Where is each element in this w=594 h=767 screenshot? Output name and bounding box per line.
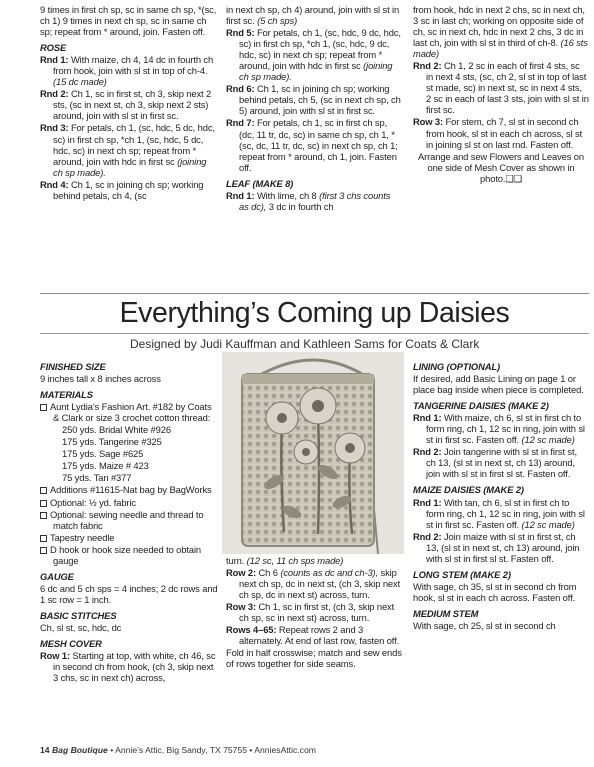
checkbox-icon xyxy=(40,487,47,494)
checkbox-icon xyxy=(40,547,47,554)
row-label: Rnd 2: xyxy=(413,530,442,542)
instruction-row xyxy=(40,650,218,683)
row-text: 9 times in first ch sp, sc in same ch sp, *(sc, ch 1) 9 times in next ch sp, sc in same ch sp; repeat from * around, join. Fasten off. xyxy=(40,4,217,38)
row-note: (12 sc made) xyxy=(521,518,575,530)
section-heading: MAIZE DAISIES (MAKE 2) xyxy=(413,484,524,496)
row-text: With sage, ch 35, sl st in second ch from hook, sl st in each ch across. Fasten off. xyxy=(413,580,577,603)
instruction-row xyxy=(226,624,402,646)
top-column-1 xyxy=(40,4,218,202)
instruction-text xyxy=(413,373,589,395)
checkbox-icon xyxy=(40,500,47,507)
row-text: Repeat rows 2 and 3 alternately. At end of last row, fasten off. xyxy=(239,624,400,647)
section-heading: TANGERINE DAISIES (MAKE 2) xyxy=(413,400,549,412)
row-text: Starting at top, with white, ch 46, sc in second ch from hook, (ch 3, skip next 3 chs, sc in next ch) across, xyxy=(53,650,216,684)
instruction-text xyxy=(40,373,218,384)
row-text: in next ch sp, ch 4) around, join with sl st in first sc. xyxy=(226,4,400,27)
section-heading: ROSE xyxy=(40,42,67,54)
material-item xyxy=(40,544,218,566)
material-text: Optional: sewing needle and thread to match fabric xyxy=(50,508,204,531)
instruction-text xyxy=(413,620,589,631)
row-text: For stem, ch 7, sl st in second ch from hook, sl st in each ch across, sl st in joining sl st on last rnd. Fasten off. xyxy=(426,116,583,150)
material-item xyxy=(40,509,218,531)
section-heading: MEDIUM STEM xyxy=(413,607,479,619)
section-heading: LONG STEM (MAKE 2) xyxy=(413,568,511,580)
row-label: Row 1: xyxy=(40,650,71,662)
instruction-row xyxy=(413,60,589,115)
row-text: For petals, ch 1, (sc, hdc, 5 dc, hdc, sc) in first ch sp, *ch 1, (sc, hdc, 5 dc, hdc, sc) in next ch sp; repeat from * around, join with hdc in first sc xyxy=(53,122,215,167)
row-text: from hook, hdc in next 2 chs, sc in next ch, 3 sc in last ch; working on opposite side of ch, sc in next ch, hdc in next 2 chs, 3 dc in last ch, join with sl st in third of ch-8. xyxy=(413,4,585,49)
instruction-row xyxy=(413,116,589,149)
material-item xyxy=(40,484,218,495)
pattern-title: Everything’s Coming up Daisies xyxy=(119,297,510,329)
instruction-row xyxy=(226,27,402,82)
row-note: (12 sc, 11 ch sps made) xyxy=(246,555,344,566)
row-note: (counts as dc and ch-3), xyxy=(280,567,379,579)
material-subitem: 175 yds. Sage #625 xyxy=(62,448,144,460)
row-text: For petals, ch 1, sc in first ch sp, (dc, 11 tr, dc, sc) in same ch sp, ch 1, *(sc, dc, 11 tr, dc, sc) in next ch sp, ch 1; repeat from * around, ch 1, join. Fasten off. xyxy=(239,117,398,173)
publisher-line: • Annie’s Attic, Big Sandy, TX 75755 • AnniesAttic.com xyxy=(110,745,316,755)
instruction-row xyxy=(413,531,589,564)
instruction-text xyxy=(40,4,218,37)
row-text: Ch 1, 2 sc in each of first 4 sts, sc in next 4 sts, (sc, ch 2, sl st in top of last st made, sc) in next st, sc in next 4 sts, 2 sc in each of last 3 sts, join with sl st in first sc. xyxy=(426,60,589,116)
row-note: (12 sc made) xyxy=(521,434,575,446)
row-text: Ch 1, sc in first st, ch 3, skip next 2 sts, (sc in next st, ch 3, skip next 2 sts) around, join with sl st in first sc. xyxy=(53,88,212,122)
page-number: 14 xyxy=(40,745,50,755)
instruction-text xyxy=(413,581,589,603)
row-text: If desired, add Basic Lining on page 1 or place bag inside when piece is completed. xyxy=(413,373,584,396)
byline-prefix: Designed by xyxy=(130,337,197,351)
row-note: (first 3 chs counts as dc), xyxy=(239,189,391,212)
section-heading: LEAF (MAKE 8) xyxy=(226,177,294,189)
instruction-text xyxy=(413,4,589,59)
section-heading: MESH COVER xyxy=(40,638,102,650)
row-label: Rnd 5: xyxy=(226,27,255,39)
row-label: Rnd 1: xyxy=(40,54,69,66)
row-text: Ch 1, sc in joining ch sp; working behind petals, ch 5, (sc in next ch sp, ch 5) around, join with sl st in first sc. xyxy=(239,83,401,117)
instruction-text xyxy=(40,622,218,633)
row-label: Rnd 7: xyxy=(226,117,255,129)
row-text: With maize, ch 4, 14 dc in fourth ch from hook, join with sl st in top of ch-4. xyxy=(53,54,214,77)
checkbox-icon xyxy=(40,404,47,411)
row-note: (16 sts made) xyxy=(413,37,588,60)
title-underline xyxy=(40,333,589,334)
row-text: Join maize with sl st in first st, ch 13, (sl st in next st, ch 13) around, join with sl st in first sl st. Fasten off. xyxy=(426,530,580,564)
material-subitem: 75 yds. Tan #377 xyxy=(62,472,132,484)
instruction-row xyxy=(40,122,218,177)
instruction-text xyxy=(226,4,402,26)
right-column xyxy=(413,356,589,632)
row-note: (5 ch sps) xyxy=(257,15,298,27)
instruction-row xyxy=(40,54,218,87)
row-label: Rnd 2: xyxy=(40,88,69,100)
top-column-2 xyxy=(226,4,402,213)
material-text: D hook or hook size needed to obtain gauge xyxy=(50,543,201,566)
row-text: Ch 6 xyxy=(258,567,278,579)
designer-byline xyxy=(130,337,570,351)
instruction-row xyxy=(226,83,402,116)
row-label: Rnd 1: xyxy=(413,412,442,424)
top-column-3 xyxy=(413,4,589,185)
row-text: Ch 1, sc in joining ch sp; working behind petals, ch 4, (sc xyxy=(53,178,204,201)
row-note: (15 dc made) xyxy=(53,76,107,88)
material-item xyxy=(40,401,218,423)
row-label: Rnd 1: xyxy=(413,496,442,508)
row-text-tail: skip next ch sp, dc in next st, (ch 3, skip next ch sp, dc in next st) across, turn. xyxy=(239,567,401,601)
row-label: Row 2: xyxy=(226,567,257,579)
row-text: For petals, ch 1, (sc, hdc, 9 dc, hdc, sc) in first ch sp, *ch 1, (sc, hdc, 9 dc, hdc, sc) in next ch sp; repeat from * around, join with hdc in first sc xyxy=(239,27,401,72)
byline-names: Judi Kauffman and Kathleen Sams for Coats & Clark xyxy=(200,337,480,351)
row-label: Rnd 2: xyxy=(413,60,442,72)
row-text: 6 dc and 5 ch sps = 4 inches; 2 dc rows and 1 sc row = 1 inch. xyxy=(40,582,218,605)
checkbox-icon xyxy=(40,535,47,542)
instruction-row xyxy=(413,412,589,445)
closing-note: Arrange and sew Flowers and Leaves on one side of Mesh Cover as shown in photo.❑❑ xyxy=(418,150,584,184)
row-label: Row 3: xyxy=(226,601,257,613)
instruction-row xyxy=(413,497,589,530)
row-label: Rnd 3: xyxy=(40,122,69,134)
book-title: Bag Boutique xyxy=(51,745,108,755)
instruction-row xyxy=(40,88,218,121)
row-label: Rows 4–65: xyxy=(226,624,277,636)
row-text: Join tangerine with sl st in first st, ch 13, (sl st in next st, ch 13) around, join with sl st in first sl st. Fasten off. xyxy=(426,446,577,480)
page-footer xyxy=(40,745,589,755)
section-heading: MATERIALS xyxy=(40,389,93,401)
crochet-bag-photo xyxy=(222,352,404,554)
row-text: Ch 1, sc in first st, (ch 3, skip next ch sp, sc in next st) across, turn. xyxy=(239,601,395,624)
row-text: Ch, sl st, sc, hdc, dc xyxy=(40,621,122,633)
row-text: With lime, ch 8 xyxy=(256,189,317,201)
instruction-row xyxy=(413,446,589,479)
material-text: Tapestry needle xyxy=(50,531,115,543)
section-divider xyxy=(40,293,589,294)
row-label: Rnd 4: xyxy=(40,178,69,190)
material-text: Additions #11615-Nat bag by BagWorks xyxy=(50,484,212,496)
instruction-row xyxy=(226,190,402,212)
material-text: Optional: ½ yd. fabric xyxy=(50,496,136,508)
row-label: Rnd 6: xyxy=(226,83,255,95)
instruction-text xyxy=(226,647,402,669)
row-text: 9 inches tall x 8 inches across xyxy=(40,373,161,385)
row-note: (joining ch sp made). xyxy=(239,60,393,83)
material-text: Aunt Lydia’s Fashion Art. #182 by Coats & Clark or size 3 crochet cotton thread: xyxy=(50,401,212,424)
instruction-row xyxy=(40,179,218,201)
row-text: With sage, ch 25, sl st in second ch xyxy=(413,619,556,631)
material-item xyxy=(40,532,218,543)
checkbox-icon xyxy=(40,512,47,519)
row-note: (joining ch sp made). xyxy=(53,155,207,178)
row-text: Fold in half crosswise; match and sew ends of rows together for side seams. xyxy=(226,647,402,670)
left-column xyxy=(40,356,218,684)
instruction-text xyxy=(226,555,402,566)
instruction-row xyxy=(226,601,402,623)
middle-column xyxy=(226,555,402,670)
material-subitem: 250 yds. Bridal White #926 xyxy=(62,424,171,436)
row-label: Row 3: xyxy=(413,116,444,128)
material-subitem: 175 yds. Tangerine #325 xyxy=(62,436,162,448)
row-text: turn. xyxy=(226,555,245,566)
row-label: Rnd 1: xyxy=(226,189,255,201)
row-text: With maize, ch 6, sl st in first ch to form ring, ch 1, 12 sc in ring, join with sl st in first sc. Fasten off. xyxy=(426,412,585,446)
section-heading: LINING (OPTIONAL) xyxy=(413,361,501,372)
section-heading: FINISHED SIZE xyxy=(40,361,106,372)
material-subitem: 175 yds. Maize # 423 xyxy=(62,460,149,472)
instruction-text xyxy=(40,583,218,605)
row-text-tail: 3 dc in fourth ch xyxy=(268,200,334,212)
row-text: With tan, ch 6, sl st in first ch to form ring, ch 1, 12 sc in ring, join with sl st in first sc. Fasten off. xyxy=(426,496,585,530)
instruction-row xyxy=(226,117,402,172)
section-heading: BASIC STITCHES xyxy=(40,609,117,621)
instruction-row xyxy=(226,567,402,600)
material-item xyxy=(40,497,218,508)
section-heading: GAUGE xyxy=(40,570,74,582)
row-label: Rnd 2: xyxy=(413,446,442,458)
